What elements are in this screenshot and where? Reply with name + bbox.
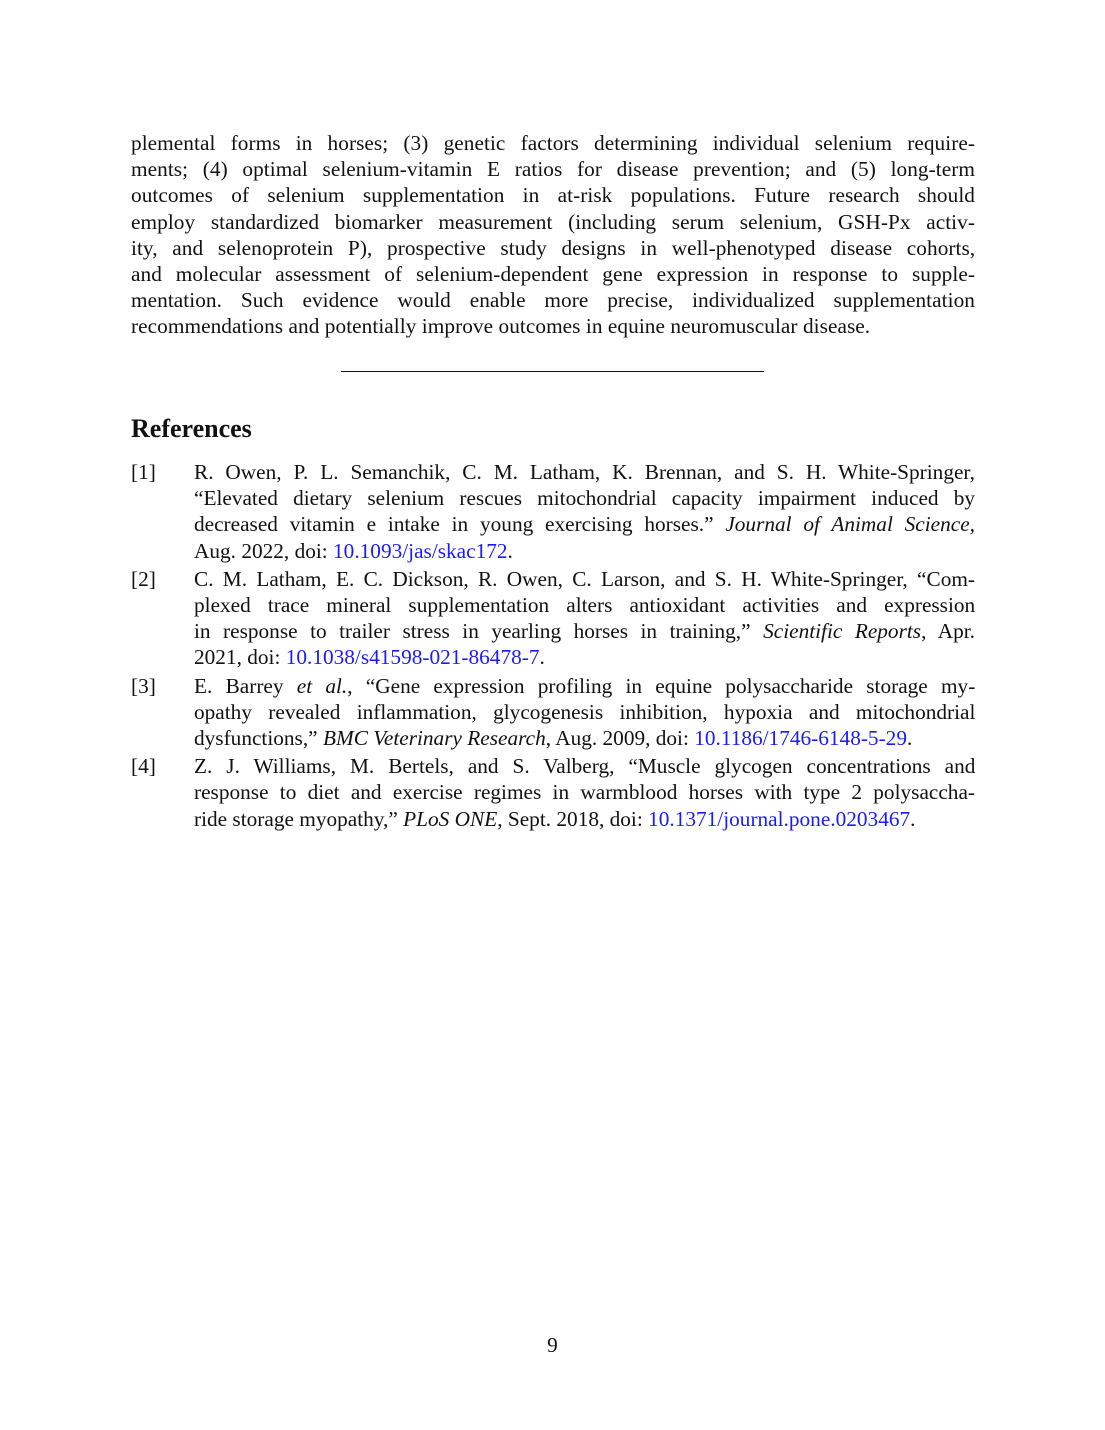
reference-text: , — [969, 512, 975, 537]
journal-title: PLoS ONE — [403, 806, 498, 831]
reference-line — [194, 538, 975, 564]
reference-text: . — [910, 806, 916, 831]
reference-text: , Apr. — [921, 619, 975, 644]
reference-text: . — [539, 645, 545, 670]
reference-text: E. Barrey — [194, 673, 297, 698]
reference-text: . — [906, 726, 913, 751]
references-heading: References — [131, 414, 252, 443]
reference-line — [194, 725, 975, 751]
reference-line — [194, 673, 975, 699]
reference-line — [194, 566, 975, 592]
reference-text: ride storage myopathy,” — [194, 806, 404, 831]
reference-line — [194, 459, 975, 485]
journal-title: BMC Veterinary Research — [322, 726, 546, 751]
reference-text: , “Gene expression profiling in equine polysaccharide storage my- — [347, 673, 976, 698]
reference-line — [194, 779, 975, 805]
reference-text: plexed trace mineral supplementation alters antioxidant activities and expression — [194, 593, 976, 618]
body-paragraph — [131, 130, 975, 340]
paragraph-line: ments; (4) optimal selenium-vitamin E ratios for disease prevention; and (5) long-term — [131, 157, 975, 182]
reference-body — [194, 459, 975, 564]
reference-text: response to diet and exercise regimes in warmblood horses with type 2 polysaccha- — [194, 780, 975, 805]
reference-line — [194, 753, 975, 779]
doi-link[interactable]: 10.1371/journal.pone.0203467 — [648, 806, 911, 831]
reference-text: Z. J. Williams, M. Bertels, and S. Valberg, “Muscle glycogen concentrations and — [194, 754, 976, 779]
reference-line — [194, 618, 975, 644]
reference-text: R. Owen, P. L. Semanchik, C. M. Latham, K. Brennan, and S. H. White-Springer, — [194, 460, 975, 484]
reference-line — [194, 592, 975, 618]
reference-text: , Sept. 2018, doi: — [497, 806, 649, 831]
reference-text: . — [507, 538, 513, 563]
paragraph-line: plemental forms in horses; (3) genetic factors determining individual selenium require- — [131, 131, 975, 155]
reference-line — [194, 806, 975, 832]
reference-item — [131, 566, 975, 671]
reference-item — [131, 673, 975, 752]
doi-link[interactable]: 10.1186/1746-6148-5-29 — [694, 726, 907, 751]
reference-item — [131, 753, 975, 832]
doi-link[interactable]: 10.1038/s41598-021-86478-7 — [285, 645, 540, 670]
reference-line — [194, 485, 975, 511]
reference-line — [194, 644, 975, 670]
reference-text: “Elevated dietary selenium rescues mitochondrial capacity impairment induced by — [194, 486, 975, 511]
paragraph-line: outcomes of selenium supplementation in at-risk populations. Future research should — [131, 183, 975, 208]
reference-text: dysfunctions,” — [194, 726, 323, 751]
reference-text: opathy revealed inflammation, glycogenesis inhibition, hypoxia and mitochondrial — [194, 699, 976, 724]
reference-body — [194, 673, 975, 752]
reference-number: [3] — [131, 673, 156, 698]
et-al: et al. — [296, 673, 348, 698]
paragraph-line: employ standardized biomarker measurement (including serum selenium, GSH-Px activ- — [131, 209, 975, 234]
reference-text: Aug. 2022, doi: — [194, 538, 334, 563]
reference-body — [194, 566, 975, 671]
page-number: 9 — [547, 1333, 558, 1357]
journal-title: Journal of Animal Science — [725, 512, 970, 537]
reference-text: decreased vitamin e intake in young exercising horses.” — [194, 512, 726, 537]
journal-title: Scientific Reports — [763, 619, 922, 644]
paragraph-line: mentation. Such evidence would enable more precise, individualized supplementation — [131, 288, 975, 313]
reference-list — [131, 459, 975, 834]
reference-number: [1] — [131, 460, 156, 484]
reference-item — [131, 459, 975, 564]
reference-text: C. M. Latham, E. C. Dickson, R. Owen, C. Larson, and S. H. White-Springer, “Com- — [194, 566, 975, 591]
reference-number: [2] — [131, 566, 156, 591]
reference-text: 2021, doi: — [194, 645, 286, 670]
reference-text: in response to trailer stress in yearling horses in training,” — [194, 619, 764, 644]
paragraph-line: and molecular assessment of selenium-dependent gene expression in response to supple- — [131, 262, 975, 287]
paragraph-line: recommendations and potentially improve outcomes in equine neuromuscular disease. — [131, 314, 871, 339]
doi-link[interactable]: 10.1093/jas/skac172 — [333, 538, 508, 563]
paragraph-line: ity, and selenoprotein P), prospective study designs in well-phenotyped disease cohorts, — [131, 235, 976, 260]
reference-line — [194, 511, 975, 537]
reference-body — [194, 753, 975, 832]
reference-number: [4] — [131, 754, 156, 779]
reference-text: , Aug. 2009, doi: — [545, 726, 695, 751]
reference-line — [194, 699, 975, 725]
section-divider — [341, 371, 764, 372]
